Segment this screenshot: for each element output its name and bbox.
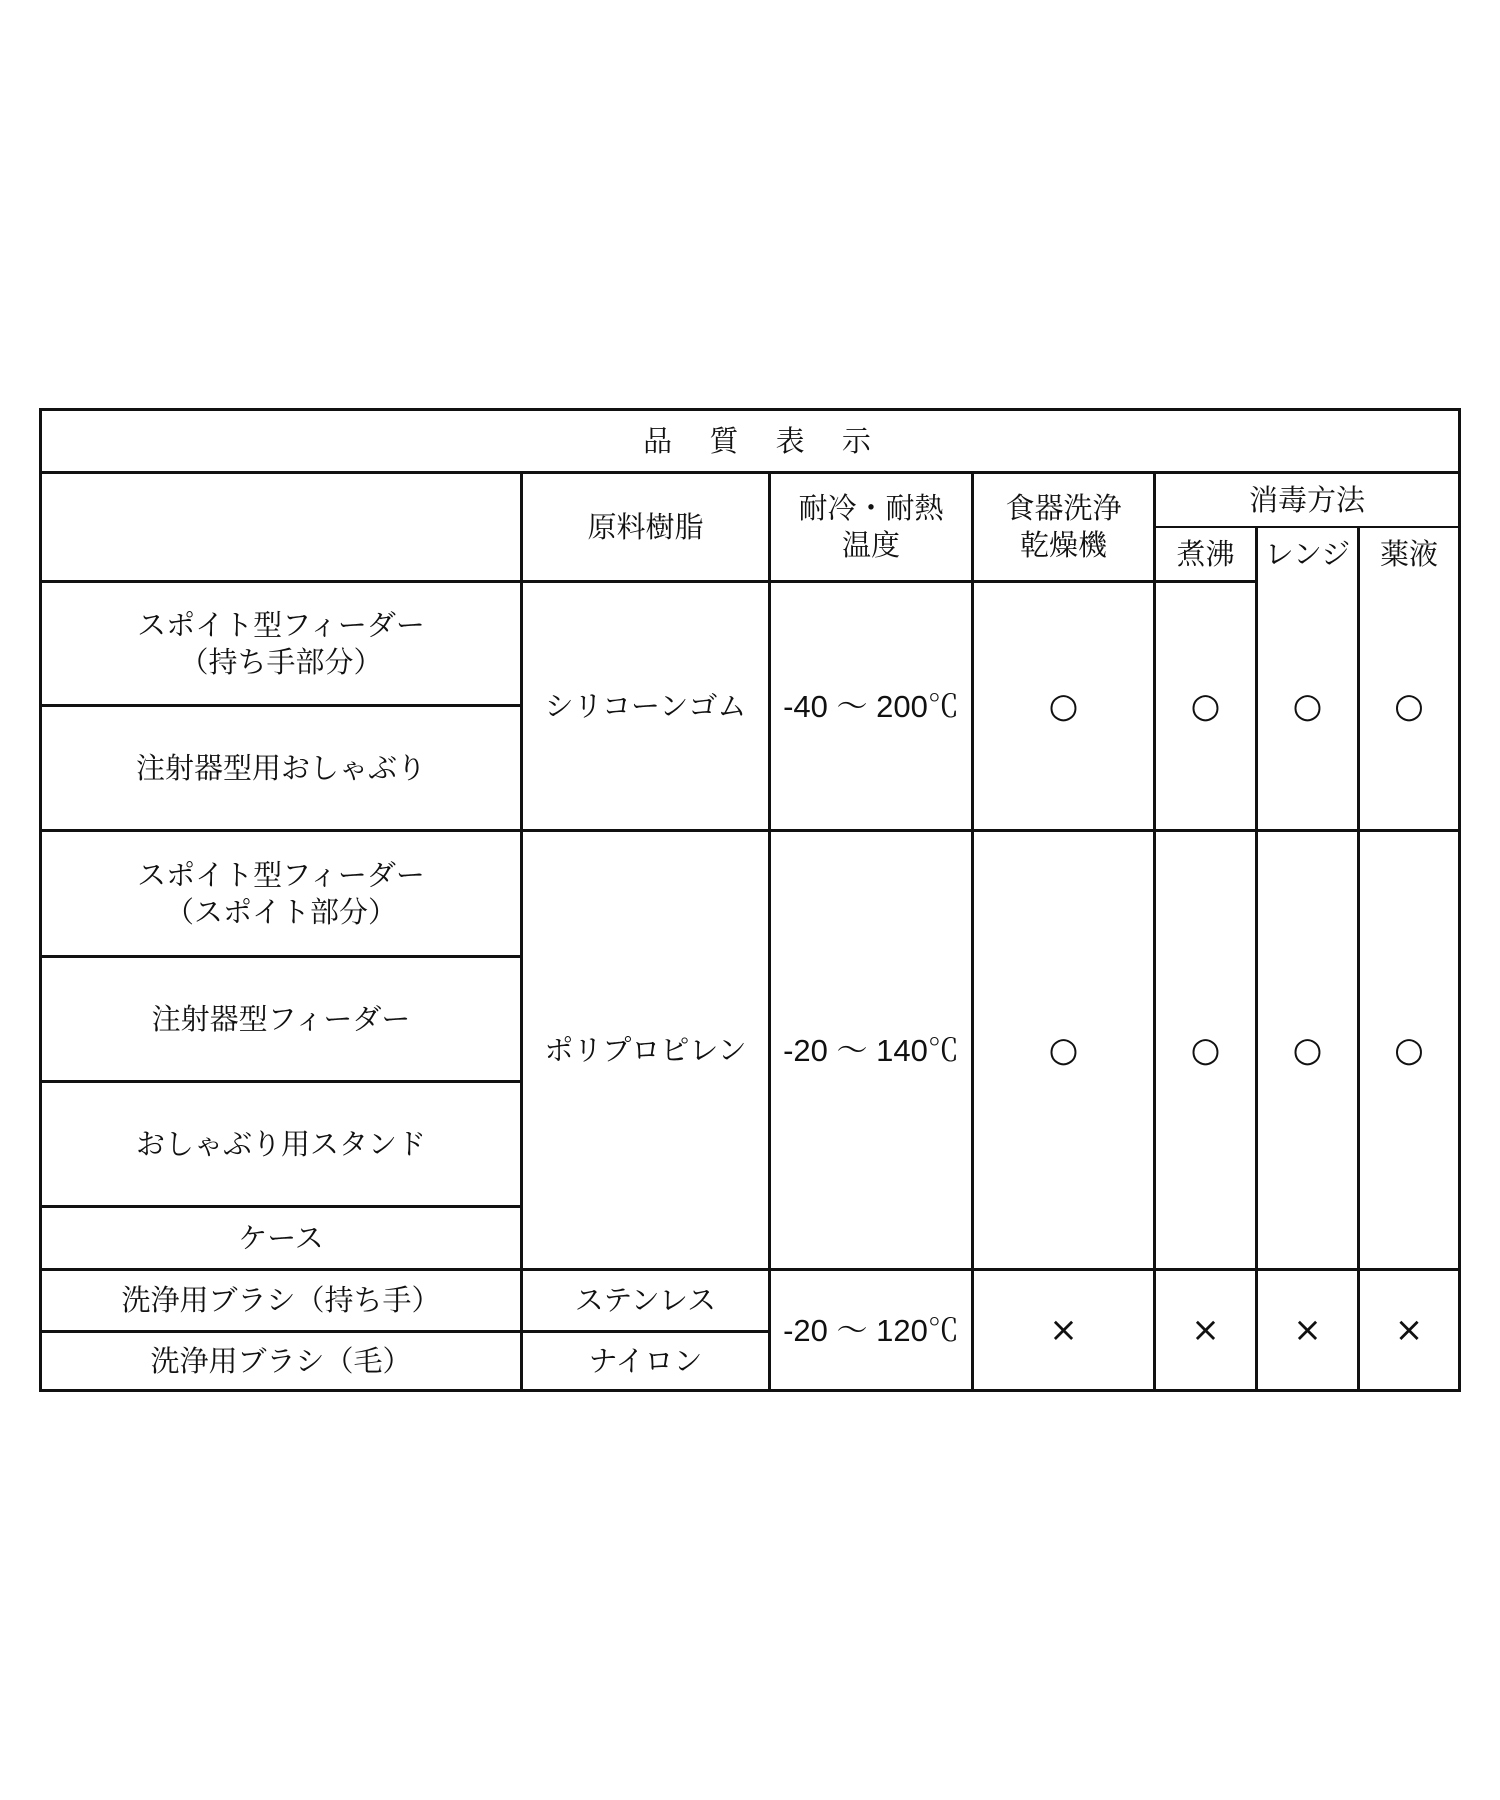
g3-material-stainless-text: ステンレス — [574, 1283, 717, 1317]
g3-dishwasher-mark: × — [1049, 1309, 1078, 1350]
g2-microwave-mark: ○ — [1292, 1029, 1323, 1070]
g3-temperature-text: -20 ～ 120℃ — [783, 1312, 959, 1348]
g2-chemical — [1360, 832, 1458, 1268]
header-microwave-text: レンジ — [1264, 536, 1351, 571]
item-dropper-handle-line2: （持ち手部分） — [179, 644, 383, 679]
g3-boiling — [1156, 1271, 1255, 1389]
g2-material — [523, 832, 768, 1268]
g3-chemical-mark: × — [1394, 1309, 1424, 1350]
item-pacifier-stand — [42, 1083, 520, 1205]
item-dropper-bulb-line2: （スポイト部分） — [164, 894, 397, 929]
g1-temperature-text: -40 ～ 200℃ — [783, 688, 959, 724]
g3-dishwasher — [974, 1271, 1153, 1389]
g1-dishwasher — [974, 583, 1153, 829]
header-boiling-text: 煮沸 — [1176, 536, 1235, 571]
g3-microwave — [1258, 1271, 1357, 1389]
item-case-text: ケース — [238, 1220, 324, 1255]
g1-boiling — [1156, 583, 1255, 829]
g3-boiling-mark: × — [1191, 1309, 1220, 1350]
g1-dishwasher-mark: ○ — [1048, 685, 1079, 726]
g3-material-stainless — [523, 1271, 768, 1330]
item-brush-handle — [42, 1271, 520, 1330]
g2-temperature-text: -20 ～ 140℃ — [783, 1032, 959, 1068]
header-chemical — [1360, 528, 1458, 580]
g2-microwave — [1258, 832, 1357, 1268]
g3-material-nylon — [523, 1333, 768, 1389]
item-case — [42, 1208, 520, 1268]
g2-material-text: ポリプロピレン — [544, 1032, 747, 1067]
item-dropper-handle-line1: スポイト型フィーダー — [137, 607, 425, 642]
header-dishwasher-line2: 乾燥機 — [1019, 528, 1107, 562]
g2-dishwasher-mark: ○ — [1048, 1029, 1079, 1070]
g2-dishwasher — [974, 832, 1153, 1268]
g1-boiling-mark: ○ — [1190, 685, 1221, 726]
header-disinfection-text: 消毒方法 — [1248, 482, 1365, 517]
g3-microwave-mark: × — [1293, 1309, 1322, 1350]
item-syringe-pacifier-text: 注射器型用おしゃぶり — [135, 750, 426, 785]
item-brush-bristles — [42, 1333, 520, 1389]
g1-chemical — [1360, 583, 1458, 829]
g2-boiling — [1156, 832, 1255, 1268]
header-dishwasher — [974, 474, 1153, 580]
g1-chemical-mark: ○ — [1394, 685, 1424, 726]
header-microwave — [1258, 528, 1357, 580]
g1-temperature — [771, 583, 971, 829]
table-title-text: 品 質 表 示 — [643, 423, 885, 458]
item-syringe-feeder — [42, 958, 520, 1080]
g3-material-nylon-text: ナイロン — [588, 1343, 703, 1378]
item-dropper-bulb — [42, 832, 520, 955]
header-dishwasher-line1: 食器洗浄 — [1005, 491, 1122, 525]
g3-chemical — [1360, 1271, 1458, 1389]
item-dropper-handle — [42, 583, 520, 704]
item-brush-bristles-text: 洗浄用ブラシ（毛） — [150, 1343, 412, 1378]
g1-material — [523, 583, 768, 829]
header-chemical-text: 薬液 — [1379, 536, 1438, 571]
item-pacifier-stand-text: おしゃぶり用スタンド — [135, 1126, 426, 1161]
g3-temperature — [771, 1271, 971, 1389]
g2-boiling-mark: ○ — [1190, 1029, 1221, 1070]
item-syringe-feeder-text: 注射器型フィーダー — [151, 1001, 411, 1036]
table-title — [42, 411, 1472, 471]
item-syringe-pacifier — [42, 707, 520, 829]
header-boiling — [1156, 528, 1255, 580]
g2-chemical-mark: ○ — [1394, 1029, 1424, 1070]
header-material — [523, 474, 768, 580]
header-temperature-line1: 耐冷・耐熱 — [798, 491, 944, 525]
header-disinfection — [1156, 474, 1458, 526]
g1-microwave-mark: ○ — [1292, 685, 1323, 726]
item-brush-handle-text: 洗浄用ブラシ（持ち手） — [121, 1283, 441, 1317]
header-material-text: 原料樹脂 — [587, 509, 704, 544]
g1-material-text: シリコーンゴム — [544, 688, 747, 723]
item-dropper-bulb-line1: スポイト型フィーダー — [137, 857, 425, 892]
g2-temperature — [771, 832, 971, 1268]
g1-microwave — [1258, 583, 1357, 829]
header-temperature-line2: 温度 — [841, 528, 900, 562]
header-temperature — [771, 474, 971, 580]
